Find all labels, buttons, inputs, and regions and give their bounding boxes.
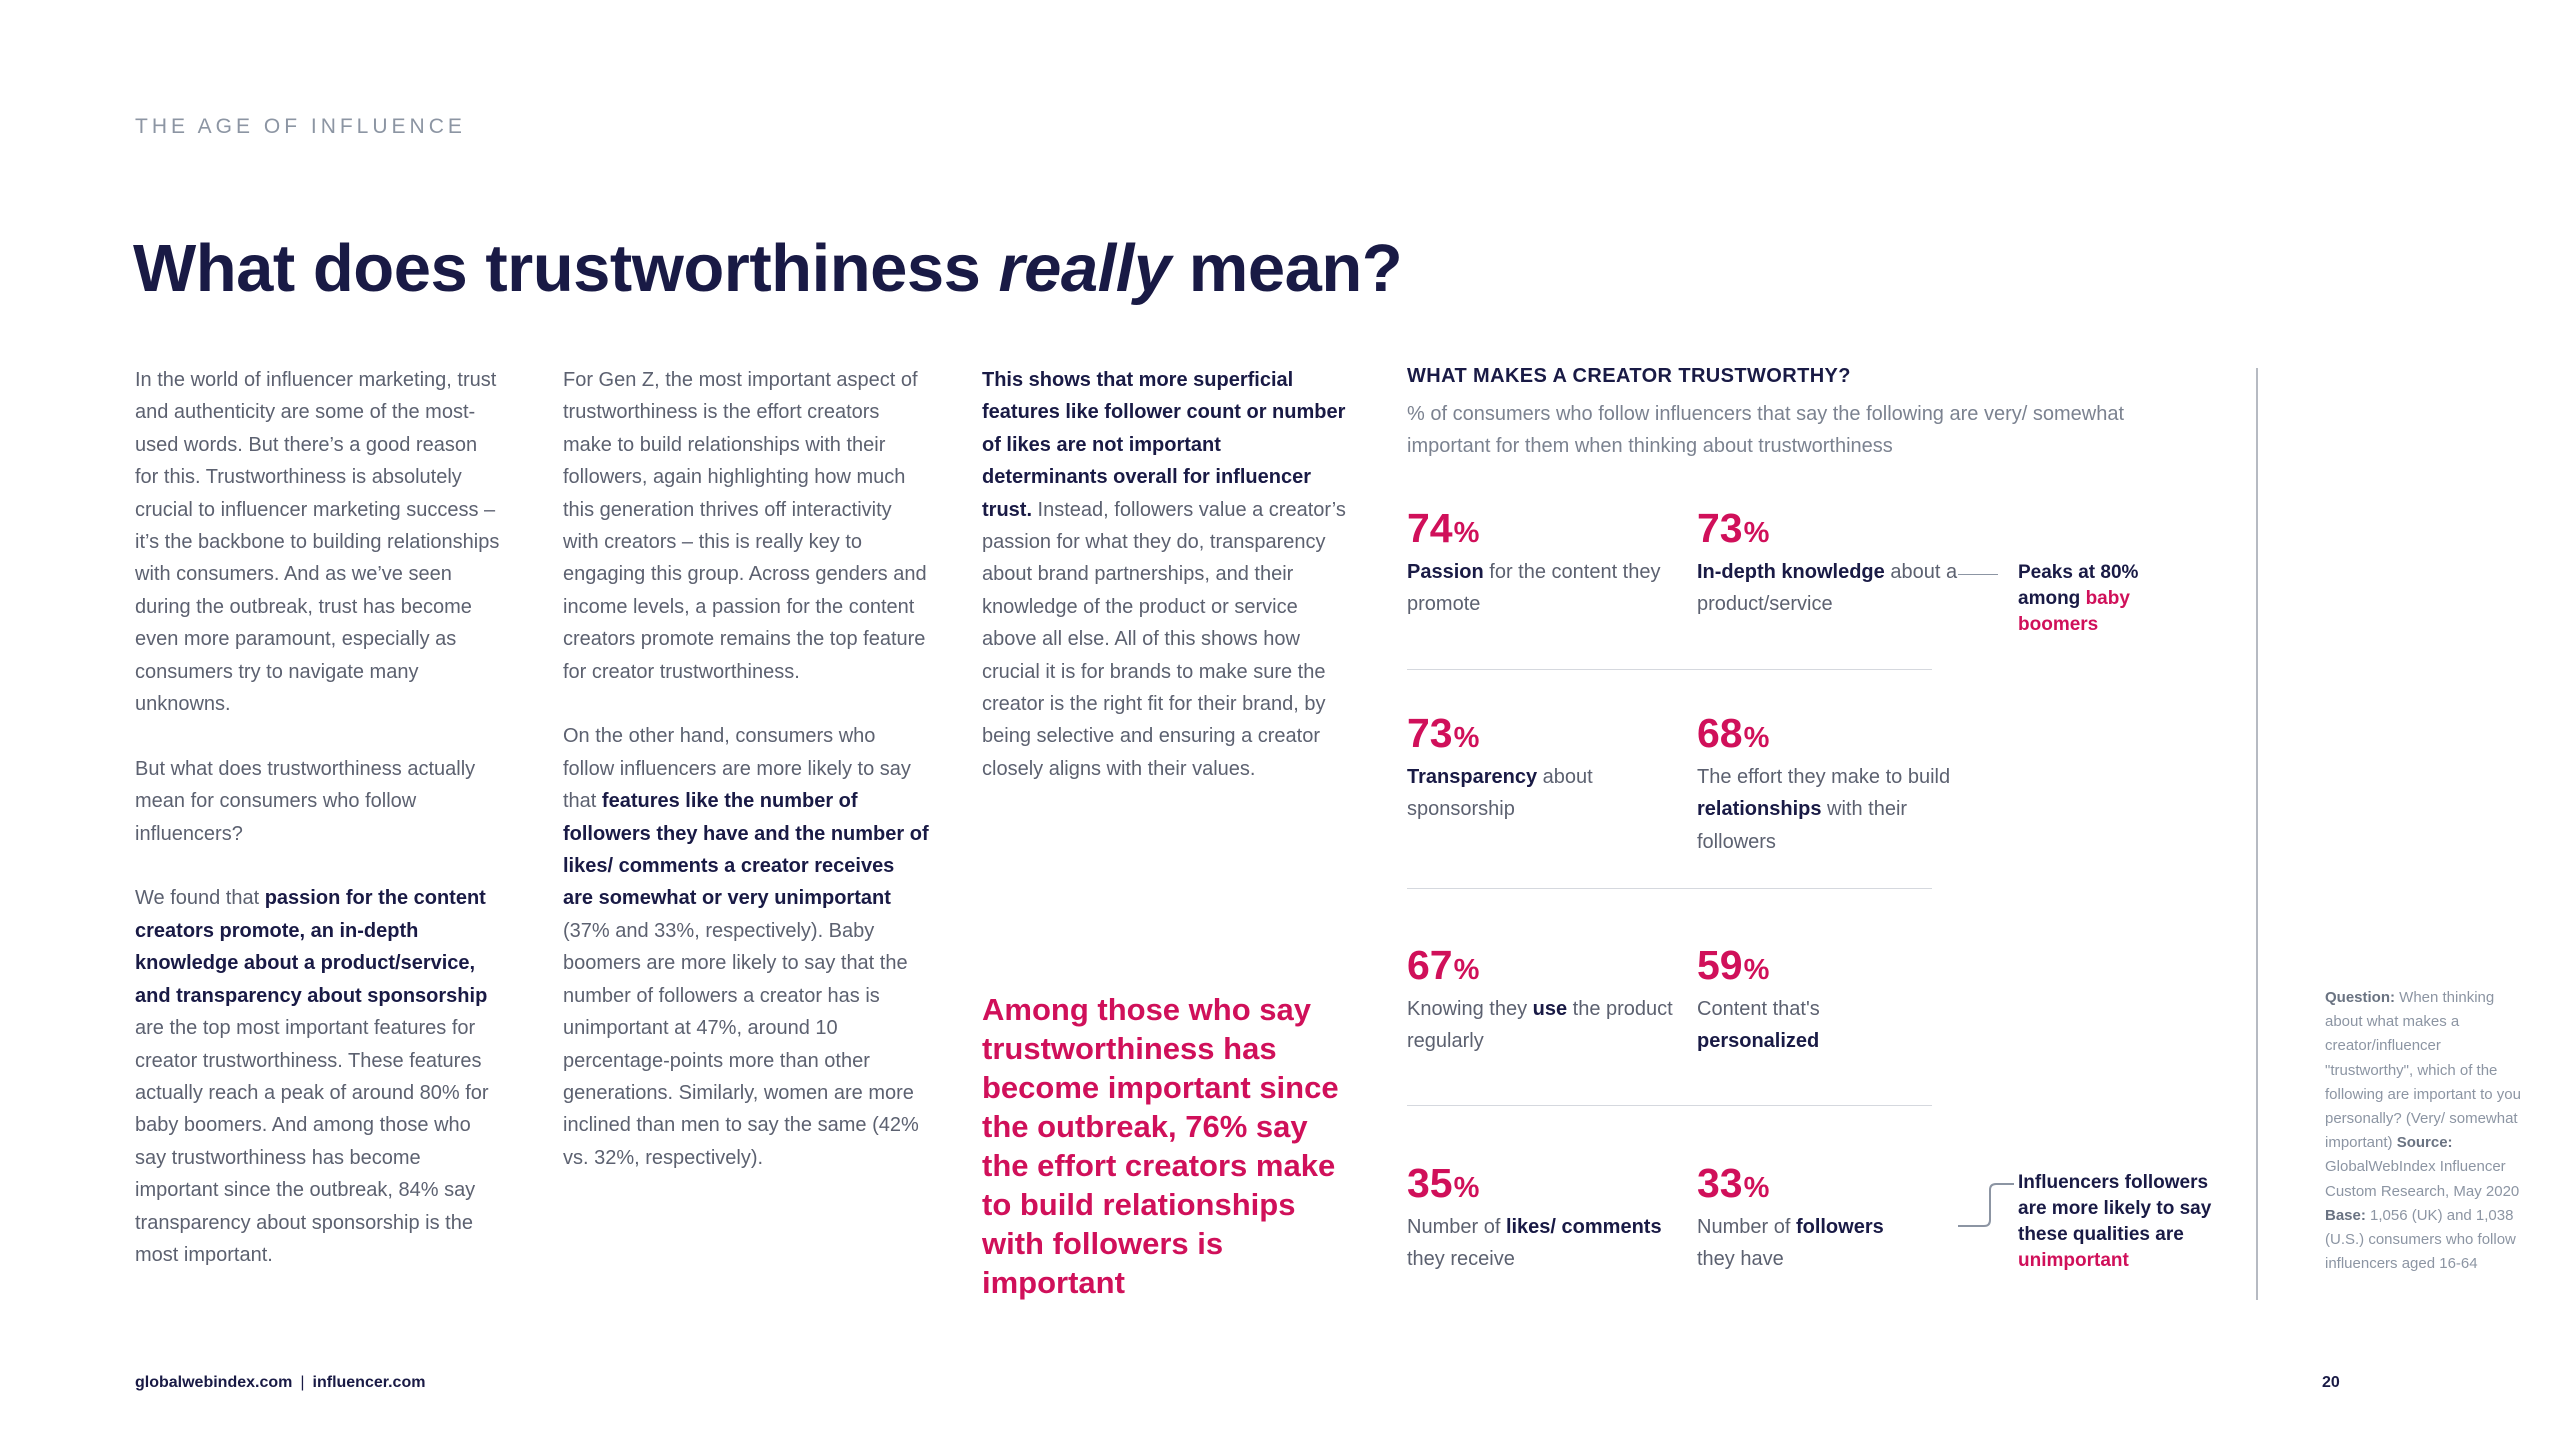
callout-bracket-icon <box>1956 1180 2016 1230</box>
stat-value <box>1697 1159 1987 1207</box>
stat-number: 73 <box>1407 710 1453 756</box>
col3-p1-bold: This shows that more superficial features like follower count or number of likes are not important determinants overall for influencer trust. <box>982 369 1346 521</box>
stat-label-text-end: they receive <box>1407 1248 1515 1271</box>
pull-quote: Among those who say trustworthiness has become important since the outbreak, 76% say the effort creators make to build relationships with followers is important <box>982 992 1339 1300</box>
question-text: When thinking about what makes a creator/influencer "trustworthy", which of the following are important to you personally? (Very/ somewhat important) <box>2325 989 2521 1152</box>
col1-paragraph-1: In the world of influencer marketing, trust and authenticity are some of the most-used words. But there’s a good reason for this. Trustworthiness is absolutely crucial to influencer marketing success – it’s the backbone to building relationships with consumers. And as we’ve seen during the outbreak, trust has become even more paramount, especially as consumers try to navigate many unknowns. <box>135 369 500 716</box>
col2-paragraph-1: For Gen Z, the most important aspect of trustworthiness is the effort creators make to build relationships with their followers, again highlighting how much this generation thrives off interactivity with creators – this is really key to engaging this group. Across genders and income levels, a passion for the content creators promote remains the top feature for creator trustworthiness. <box>563 369 927 683</box>
stat-label-text: Number of <box>1407 1216 1506 1238</box>
stat-number: 68 <box>1697 710 1743 756</box>
stat-value <box>1407 941 1697 989</box>
stat-value <box>1407 1159 1697 1207</box>
col1-p3-text-c: are the top most important features for creator trustworthiness. These features actually reach a peak of around 80% for baby boomers. And among those who say trustworthiness has become important since the outbreak, 84% say transparency about sponsorship is the most important. <box>135 1017 489 1266</box>
footer-separator: | <box>300 1374 305 1391</box>
stat-passion <box>1407 504 1697 621</box>
stat-label-text: The effort they make to build <box>1697 766 1951 788</box>
percent-sign: % <box>1743 1172 1770 1204</box>
source-label: Source: <box>2396 1134 2453 1152</box>
col2-p2-text-c: (37% and 33%, respectively). Baby boomers are more likely to say that the number of followers a creator has is unimportant at 47%, around 10 percentage-points more than other generations. Similarly, women are more inclined than men to say the same (42% vs. 32%, respectively). <box>563 919 919 1169</box>
percent-sign: % <box>1743 722 1770 754</box>
footer-link-globalwebindex[interactable]: globalwebindex.com <box>135 1374 293 1391</box>
title-part-1: What does trustworthiness <box>133 231 999 306</box>
title-part-2: mean? <box>1170 231 1403 306</box>
vertical-divider <box>2256 368 2258 1300</box>
stat-label-bold: In-depth knowledge <box>1697 561 1885 583</box>
stat-value <box>1407 709 1697 757</box>
callout-highlight: unimportant <box>2018 1250 2129 1271</box>
percent-sign: % <box>1453 722 1480 754</box>
stat-number: 59 <box>1697 942 1743 988</box>
stat-value <box>1697 709 1987 757</box>
col2-paragraph-2 <box>563 720 929 1174</box>
stat-value <box>1697 941 1987 989</box>
stat-label-bold: followers <box>1795 1216 1884 1238</box>
stat-label-text: Content that's <box>1697 998 1820 1020</box>
stat-label <box>1407 556 1697 621</box>
percent-sign: % <box>1743 517 1770 549</box>
question-label: Question: <box>2325 989 2395 1006</box>
stat-label-bold: personalized <box>1697 1030 1820 1053</box>
page-title <box>133 230 1402 307</box>
stat-label-text-end: with their followers <box>1697 798 1908 853</box>
stat-relationships <box>1697 709 1987 858</box>
col3-p1-text: Instead, followers value a creator’s passion for what they do, transparency about brand partnerships, and their knowledge of the product or service above all else. All of this shows how crucial it is for brands to make sure the creator is the right fit for their brand, by being selective and ensuring a creator closely aligns with their values. <box>982 498 1346 780</box>
stat-label-bold: use <box>1532 998 1568 1020</box>
stat-label <box>1697 1211 1987 1276</box>
body-column-1 <box>135 364 501 1304</box>
callout-text: Influencers followers are more likely to say these qualities are <box>2018 1172 2212 1245</box>
stat-label-text-end: they have <box>1697 1248 1784 1271</box>
base-label: Base: <box>2325 1206 2366 1224</box>
footer-link-influencer[interactable]: influencer.com <box>312 1374 426 1391</box>
percent-sign: % <box>1453 954 1480 986</box>
stat-transparency <box>1407 709 1697 826</box>
stat-number: 67 <box>1407 942 1453 988</box>
stat-label <box>1407 993 1697 1058</box>
section-eyebrow: THE AGE OF INFLUENCE <box>135 115 466 138</box>
stat-number: 35 <box>1407 1160 1453 1206</box>
col1-p3-text-a: We found that <box>135 887 265 910</box>
panel-subtitle: % of consumers who follow influencers that say the following are very/ somewhat important for them when thinking about trustworthiness <box>1407 403 2125 458</box>
stat-label <box>1407 761 1697 826</box>
page-number: 20 <box>2322 1374 2340 1391</box>
source-note <box>2325 986 2525 1276</box>
stat-use <box>1407 941 1697 1058</box>
stat-label-text-end: the product regularly <box>1407 998 1673 1053</box>
source-text: GlobalWebIndex Influencer Custom Research, May 2020 <box>2325 1158 2520 1200</box>
panel-title: WHAT MAKES A CREATOR TRUSTWORTHY? <box>1407 365 1851 387</box>
divider <box>1407 1105 1932 1106</box>
stat-value <box>1697 504 1987 552</box>
base-text: 1,056 (UK) and 1,038 (U.S.) consumers who follow influencers aged 16-64 <box>2325 1206 2516 1273</box>
stat-label-text: for the content they promote <box>1407 561 1661 616</box>
callout-highlight: baby boomers <box>2018 588 2130 635</box>
stat-label-bold: relationships <box>1697 798 1822 821</box>
col1-paragraph-3 <box>135 882 501 1271</box>
stat-label <box>1697 556 1987 621</box>
stat-personalized <box>1697 941 1987 1058</box>
stat-followers <box>1697 1159 1987 1276</box>
divider <box>1407 669 1932 670</box>
col2-p2-bold: features like the number of followers they have and the number of likes/ comments a creator receives are somewhat or very unimportant <box>563 790 929 910</box>
callout-unimportant <box>2018 1170 2218 1274</box>
stat-label-bold: Passion <box>1407 561 1484 583</box>
col1-p3-bold: passion for the content creators promote, an in-depth knowledge about a product/service, and transparency about sponsorship <box>135 887 488 1007</box>
stat-label <box>1697 993 1987 1058</box>
stat-value <box>1407 504 1697 552</box>
body-column-2 <box>563 364 929 1207</box>
stat-number: 73 <box>1697 505 1743 551</box>
stat-label <box>1407 1211 1697 1276</box>
stat-label-text: about a product/service <box>1697 561 1958 616</box>
stat-label <box>1697 761 1987 858</box>
col2-p2-text-a: On the other hand, consumers who follow influencers are more likely to say that <box>563 725 911 813</box>
callout-text: Peaks at 80% among <box>2018 562 2139 609</box>
stat-label-text: Number of <box>1697 1216 1796 1238</box>
percent-sign: % <box>1453 1172 1480 1204</box>
percent-sign: % <box>1743 954 1770 986</box>
title-emphasis: really <box>998 231 1171 306</box>
col1-paragraph-2: But what does trustworthiness actually mean for consumers who follow influencers? <box>135 757 476 845</box>
stat-number: 74 <box>1407 505 1453 551</box>
stat-label-bold: likes/ comments <box>1505 1216 1662 1238</box>
col3-paragraph-1 <box>982 364 1348 785</box>
stat-likes <box>1407 1159 1697 1276</box>
stat-label-text: about sponsorship <box>1407 766 1593 821</box>
callout-peaks <box>2018 560 2178 638</box>
body-column-3 <box>982 364 1348 818</box>
callout-connector-line <box>1958 574 1998 575</box>
stat-label-text: Knowing they <box>1407 998 1533 1020</box>
footer <box>135 1374 425 1392</box>
stat-knowledge <box>1697 504 1987 621</box>
stat-number: 33 <box>1697 1160 1743 1206</box>
divider <box>1407 888 1932 889</box>
percent-sign: % <box>1453 517 1480 549</box>
stat-label-bold: Transparency <box>1407 766 1538 788</box>
